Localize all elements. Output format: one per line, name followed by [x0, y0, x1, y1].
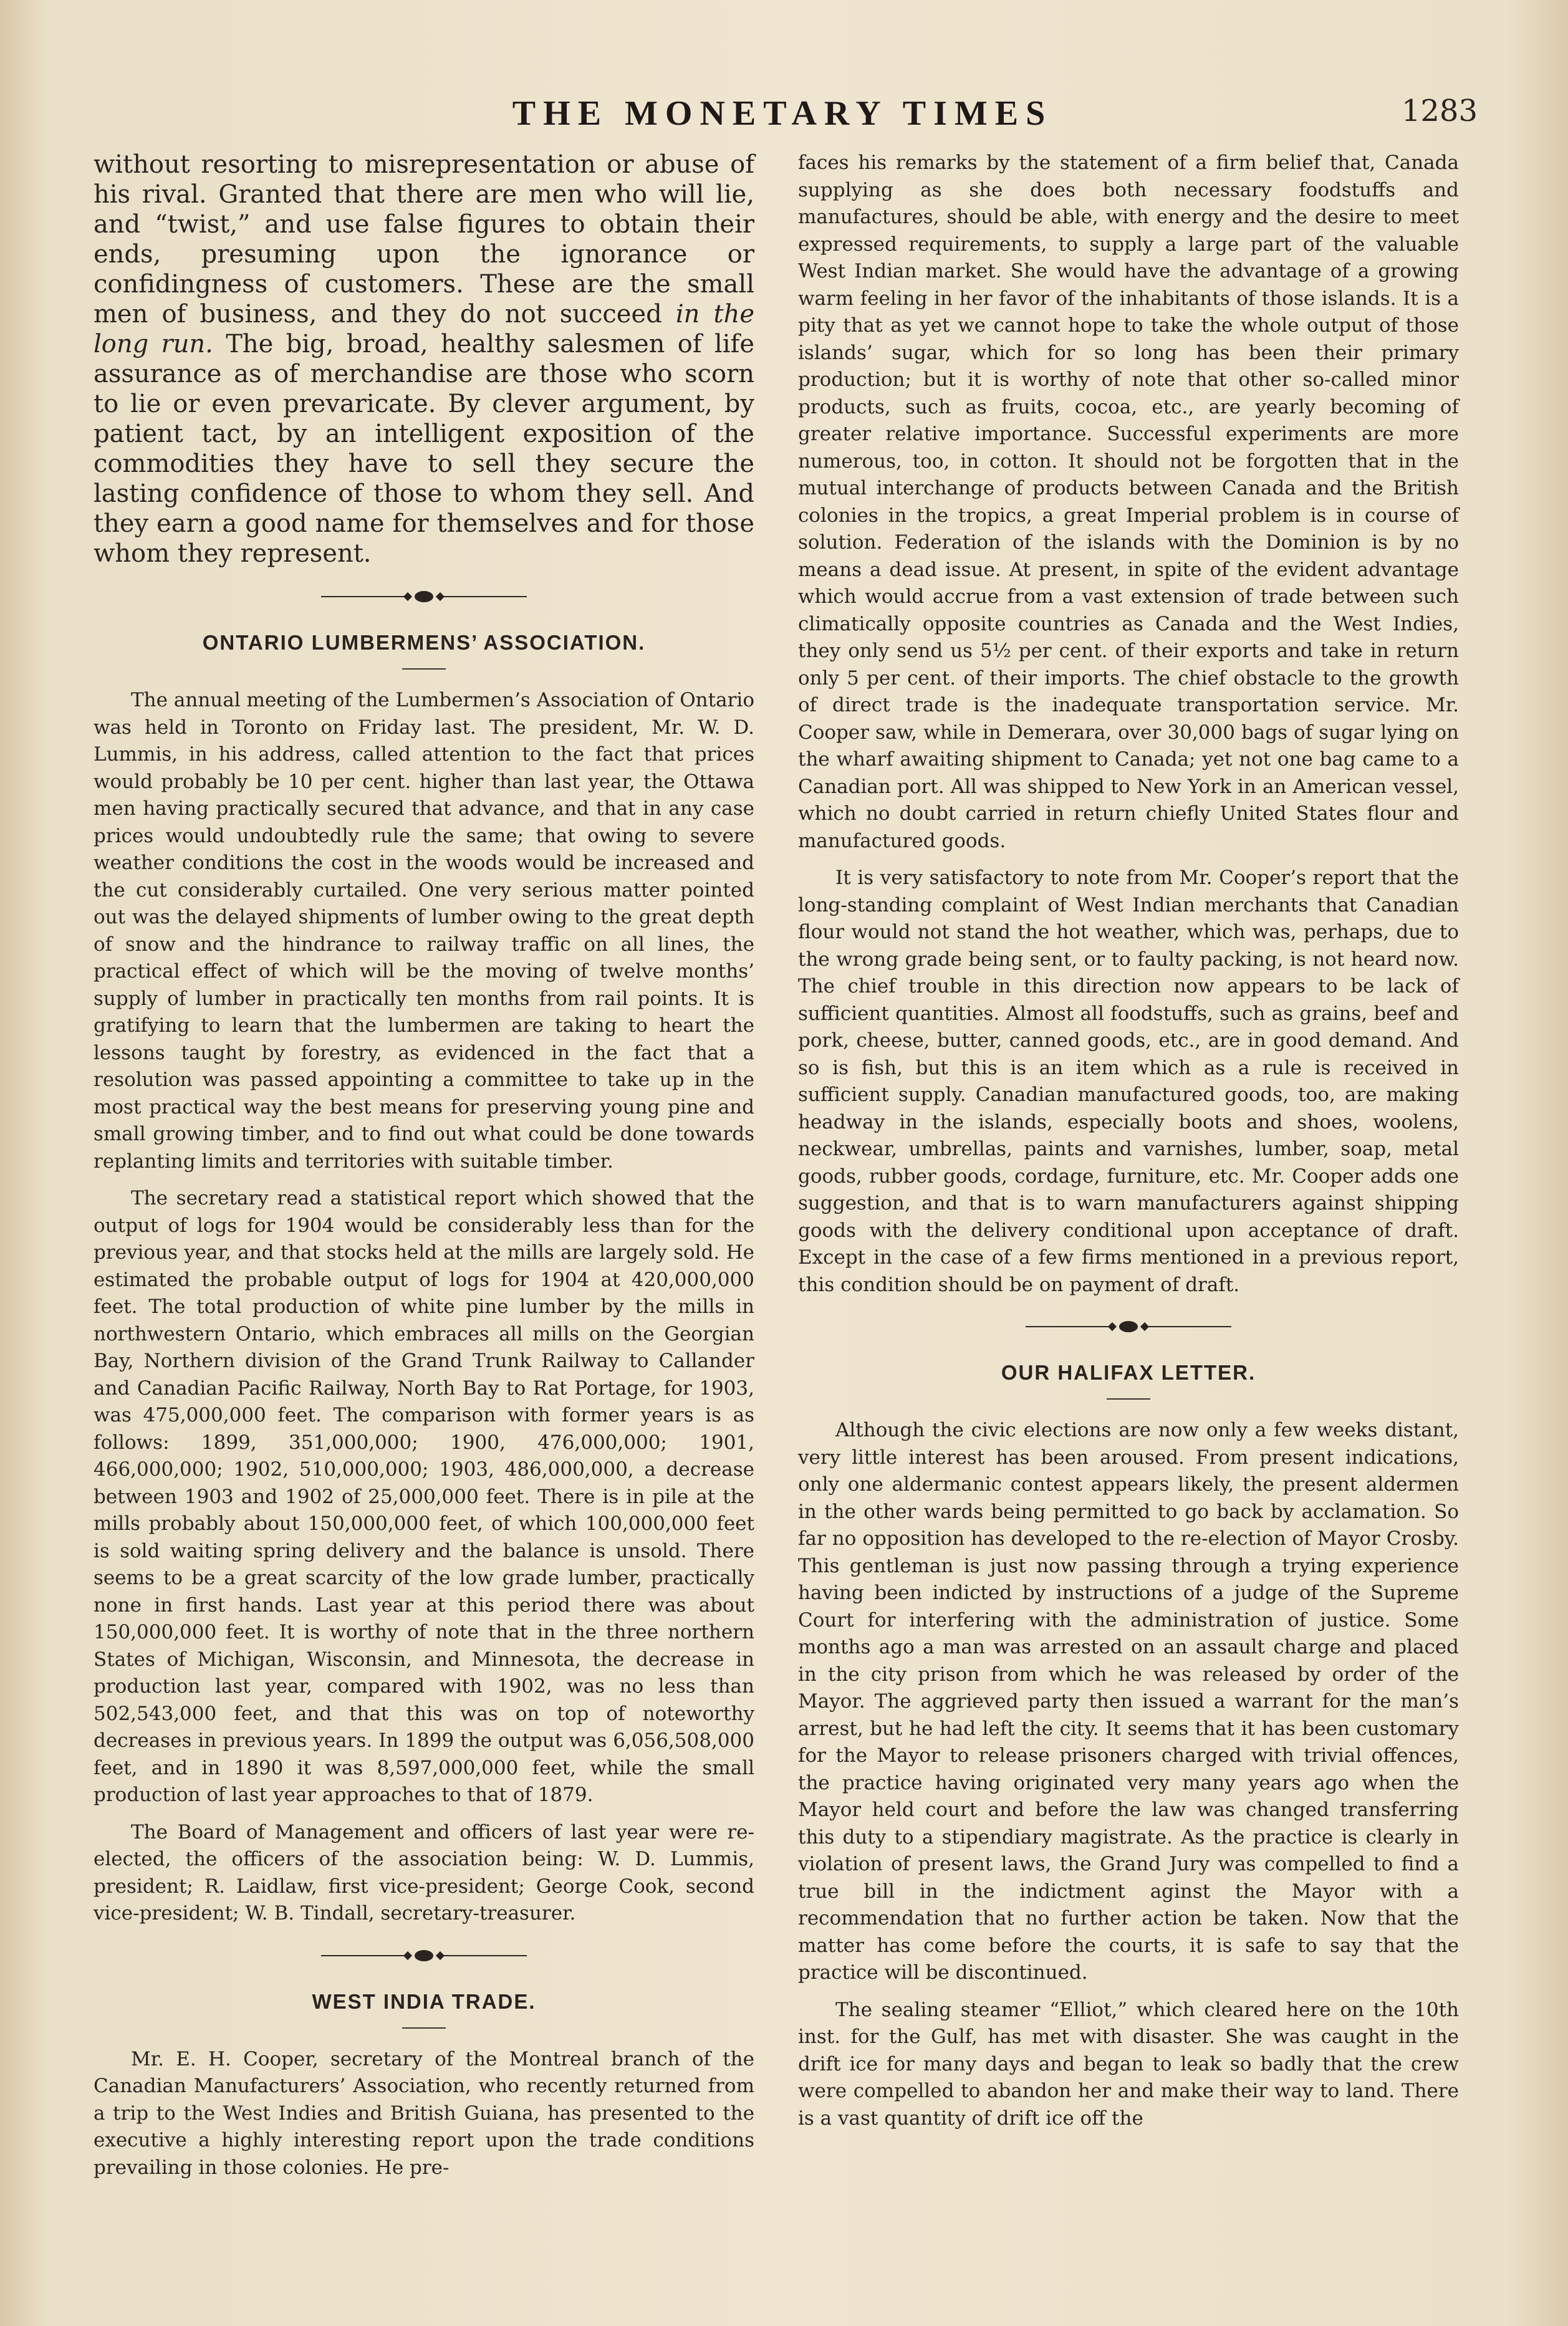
intro-text-b: The big, broad, healthy salesmen of life assurance as of merchandise are those who scorn to lie or even prevaricate. By clever argument, by patient tact, by an intelligent exposition of the commodities they have to sell they secure the lasting confidence of those to whom they sell. And they earn a good name for themselves and for those whom they represent.	[94, 330, 754, 568]
left-column	[94, 150, 754, 2191]
publication-title: THE MONETARY TIMES	[512, 94, 1053, 133]
lumbermen-article	[94, 687, 754, 1928]
right-column	[798, 150, 1459, 2142]
article-paragraph: The Board of Management and officers of last year were re-elected, the officers of the association being: W. D. Lummis, president; R. Laidlaw, first vice-president; George Cook, second vice-president; W. B. Tindall, secretary-treasurer.	[94, 1820, 754, 1925]
intro-paragraph	[94, 150, 754, 569]
article-paragraph: The secretary read a statistical report which showed that the output of logs for 1904 would be considerably less than for the previous year, and that stocks held at the mills are largely sold. He estimated the probable output of logs for 1904 at 420,000,000 feet. The total production of white pine lumber by the mills in northwestern Ontario, which embraces all mills on the Georgian Bay, Northern division of the Grand Trunk Railway to Callander and Canadian Pacific Railway, North Bay to Rat Portage, for 1903, was 475,000,000 feet. The comparison with former years is as follows: 1899, 351,000,000; 1900, 476,000,000; 1901, 466,000,000; 1902, 510,000,000; 1903, 486,000,000, a decrease between 1903 and 1902 of 25,000,000 feet. There is in pile at the mills probably about 150,000,000 feet, of which 100,000,000 feet is sold waiting spring delivery and the balance is unsold. There seems to be a great scarcity of the low grade lumber, practically none in first hands. Last year at this period there was about 150,000,000 feet. It is worthy of note that in the three northern States of Michigan, Wisconsin, and Minnesota, the decrease in production last year, compared with 1902, was no less than 502,543,000 feet, and that this was on top of noteworthy decreases in previous years. In 1899 the output was 6,056,508,000 feet, and in 1890 it was 8,597,000,000 feet, while the small production of last year approaches to that of 1879.	[94, 1187, 754, 1806]
west-india-article-continued	[798, 150, 1459, 1299]
heading-rule	[402, 2027, 446, 2029]
masthead	[87, 94, 1478, 137]
article-paragraph: Mr. E. H. Cooper, secretary of the Montreal branch of the Canadian Manufacturers’ Association, who recently returned from a trip to the West Indies and British Guiana, has presented to the executive a highly interesting report upon the trade conditions prevailing in those colonies. He pre-	[94, 2047, 754, 2179]
article-paragraph: The annual meeting of the Lumbermen’s Association of Ontario was held in Toronto on Friday last. The president, Mr. W. D. Lummis, in his address, called attention to the fact that prices would probably be 10 per cent. higher than last year, the Ottawa men having practically secured that advance, and that in any case prices would undoubtedly rule the same; that owing to severe weather conditions the cost in the woods would be increased and the cut considerably curtailed. One very serious matter pointed out was the delayed shipments of lumber owing to the great depth of snow and the hindrance to railway traffic on all lines, the practical effect of which will be the moving of twelve months’ supply of lumber in practically ten months from rail points. It is gratifying to learn that the lumbermen are taking to heart the lessons taught by forestry, as evidenced in the fact that a resolution was passed appointing a committee to take up in the most practical way the best means for preserving young pine and small growing timber, and to find out what could be done towards replanting limits and territories with suitable timber.	[94, 689, 754, 1173]
intro-text-emphasis: in the long run.	[94, 300, 754, 358]
article-paragraph: The sealing steamer “Elliot,” which cleared here on the 10th inst. for the Gulf, has met with disaster. She was caught in the drift ice for many days and began to leak so badly that the crew were compelled to abandon her and make their way to land. There is a vast quantity of drift ice off the	[798, 1998, 1459, 2130]
west-india-heading: WEST INDIA TRADE.	[312, 1989, 536, 2013]
page-number: 1283	[1401, 94, 1478, 128]
lumbermen-heading: ONTARIO LUMBERMENS’ ASSOCIATION.	[202, 631, 646, 654]
heading-rule	[402, 668, 446, 670]
section-ornament	[321, 587, 527, 606]
section-ornament	[321, 1946, 527, 1965]
article-paragraph: It is very satisfactory to note from Mr. Cooper’s report that the long-standing complaint of West Indian merchants that Canadian flour would not stand the hot weather, which was, perhaps, due to the wrong grade being sent, or to faulty packing, is not heard now. The chief trouble in this direction now appears to be lack of sufficient quantities. Almost all foodstuffs, such as grains, beef and pork, cheese, butter, canned goods, etc., are in good demand. And so is fish, but this is an item which as a rule is received in sufficient supply. Canadian manufactured goods, too, are making headway in the islands, especially boots and shoes, woolens, neckwear, umbrellas, paints and varnishes, lumber, soap, metal goods, rubber goods, cordage, furniture, etc. Mr. Cooper adds one suggestion, and that is to warn manufacturers against shipping goods with the delivery conditional upon acceptance of draft. Except in the case of a few firms mentioned in a previous report, this condition should be on payment of draft.	[798, 867, 1459, 1296]
halifax-article	[798, 1417, 1459, 2132]
section-ornament	[1026, 1317, 1231, 1336]
west-india-article	[94, 2046, 754, 2182]
intro-text-a: without resorting to misrepresentation or abuse of his rival. Granted that there are men who will lie, and “twist,” and use false figures to obtain their ends, presuming upon the ignorance or confidingness of customers. These are the small men of business, and they do not succeed	[94, 150, 754, 329]
article-paragraph: Although the civic elections are now only a few weeks distant, very little interest has been aroused. From present indications, only one aldermanic contest appears likely, the present aldermen in the other wards being permitted to go back by acclamation. So far no opposition has developed to the re-election of Mayor Crosby. This gentleman is just now passing through a trying experience having been indicted by instructions of a judge of the Supreme Court for interfering with the administration of justice. Some months ago a man was arrested on an assault charge and placed in the city prison from which he was released by order of the Mayor. The aggrieved party then issued a warrant for the man’s arrest, but he had left the city. It seems that it has been customary for the Mayor to release prisoners charged with trivial offences, the practice having originated very many years ago when the Mayor held court and before the law was changed transferring this duty to a stipendiary magistrate. As the practice is clearly in violation of present laws, the Grand Jury was compelled to find a true bill in the indictment aginst the Mayor with a recommendation that no further action be taken. Now that the matter has come before the courts, it is safe to say that the practice will be discontinued.	[798, 1419, 1459, 1984]
halifax-heading: OUR HALIFAX LETTER.	[1001, 1361, 1256, 1384]
article-paragraph: faces his remarks by the statement of a firm belief that, Canada supplying as she does both necessary foodstuffs and manufactures, should be able, with energy and the desire to meet expressed requirements, to supply a large part of the valuable West Indian market. She would have the advantage of a growing warm feeling in her favor of the inhabitants of those islands. It is a pity that as yet we cannot hope to take the whole output of those islands’ sugar, which for so long has been their primary production; but it is worthy of note that other so-called minor products, such as fruits, cocoa, etc., are yearly becoming of greater relative importance. Successful experiments are more numerous, too, in cotton. It should not be forgotten that in the mutual interchange of products between Canada and the British colonies in the tropics, a great Imperial problem is in course of solution. Federation of the islands with the Dominion is by no means a dead issue. At present, in spite of the evident advantage which would accrue from a vast extension of trade between such climatically opposite countries as Canada and the West Indies, they only send us 5½ per cent. of their exports and take in return only 5 per cent. of their imports. The chief obstacle to the growth of direct trade is the inadequate transportation service. Mr. Cooper saw, while in Demerara, over 30,000 bags of sugar lying on the wharf awaiting shipment to Canada; yet not one bag came to a Canadian port. All was shipped to New York in an American vessel, which no doubt carried in return chiefly United States flour and manufactured goods.	[798, 151, 1459, 852]
heading-rule	[1107, 1398, 1150, 1400]
